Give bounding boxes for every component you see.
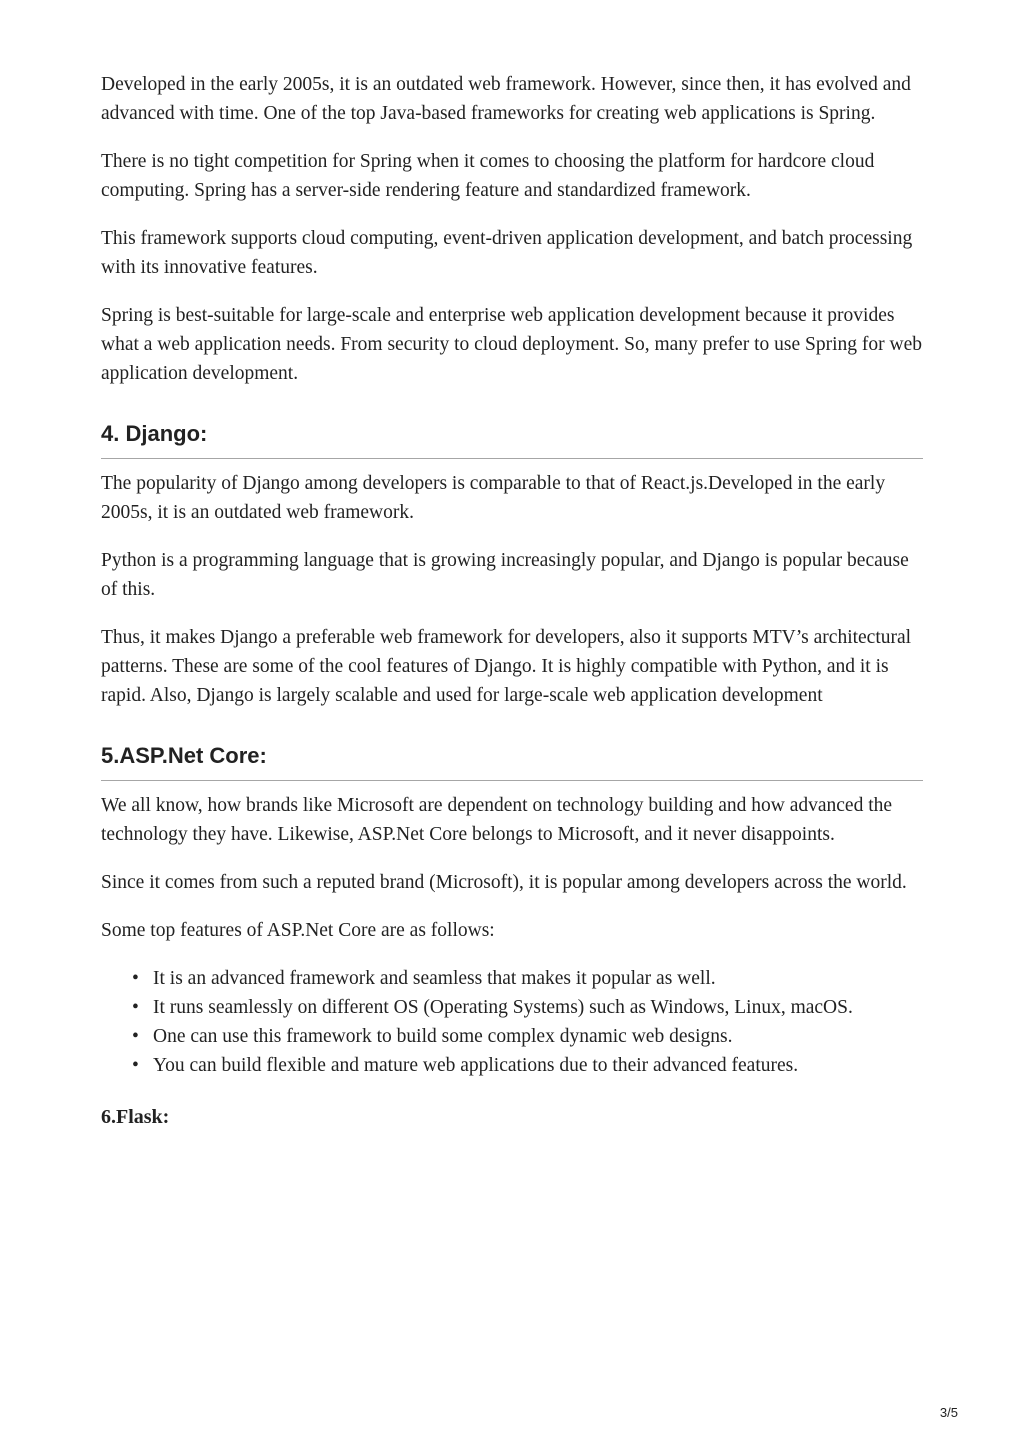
flask-heading: 6.Flask: [101, 1106, 170, 1128]
list-item-text: One can use this framework to build some complex dynamic web designs. [153, 1026, 733, 1047]
bullet-icon: • [132, 968, 139, 989]
django-paragraph-1: The popularity of Django among developers is comparable to that of React.js.Developed in the early 2005s, it is an outdated web framework. [101, 473, 886, 523]
django-paragraph-3: Thus, it makes Django a preferable web framework for developers, also it supports MTV’s architectural patterns. These are some of the cool features of Django. It is highly compatible with Python, and it is rapid. Also, Django is largely scalable and used for large-scale web application development [101, 627, 912, 706]
bullet-icon: • [132, 1026, 139, 1047]
intro-paragraph-3: This framework supports cloud computing, event-driven application development, and batch processing with its innovative features. [101, 228, 913, 278]
intro-paragraph-2: There is no tight competition for Spring when it comes to choosing the platform for hardcore cloud computing. Spring has a server-side rendering feature and standardized framework. [101, 151, 875, 201]
page-number: 3/5 [939, 1405, 958, 1420]
intro-paragraph-4: Spring is best-suitable for large-scale and enterprise web application development because it provides what a web application needs. From security to cloud deployment. So, many prefer to use Spring for web application development. [101, 305, 922, 384]
aspnet-paragraph-1: We all know, how brands like Microsoft are dependent on technology building and how advanced the technology they have. Likewise, ASP.Net Core belongs to Microsoft, and it never disappoints. [101, 795, 893, 845]
list-item-text: It is an advanced framework and seamless that makes it popular as well. [153, 968, 716, 989]
list-item-text: You can build flexible and mature web applications due to their advanced features. [153, 1055, 799, 1076]
bullet-icon: • [132, 1055, 139, 1076]
list-item [132, 1051, 923, 1080]
list-item-text: It runs seamlessly on different OS (Operating Systems) such as Windows, Linux, macOS. [153, 997, 853, 1018]
aspnet-divider [101, 780, 923, 781]
list-item [132, 993, 923, 1022]
aspnet-paragraph-2: Since it comes from such a reputed brand (Microsoft), it is popular among developers across the world. [101, 872, 907, 893]
django-paragraph-2: Python is a programming language that is growing increasingly popular, and Django is popular because of this. [101, 550, 909, 600]
list-item [132, 964, 923, 993]
list-item [132, 1022, 923, 1051]
aspnet-feature-list [101, 964, 923, 1080]
bullet-icon: • [132, 997, 139, 1018]
aspnet-paragraph-3: Some top features of ASP.Net Core are as follows: [101, 920, 495, 941]
aspnet-heading: 5.ASP.Net Core: [101, 743, 267, 768]
django-divider [101, 458, 923, 459]
page-content [101, 70, 923, 1132]
django-heading: 4. Django: [101, 421, 208, 446]
intro-paragraph-1: Developed in the early 2005s, it is an outdated web framework. However, since then, it has evolved and advanced with time. One of the top Java-based frameworks for creating web applications is Spring. [101, 74, 911, 124]
